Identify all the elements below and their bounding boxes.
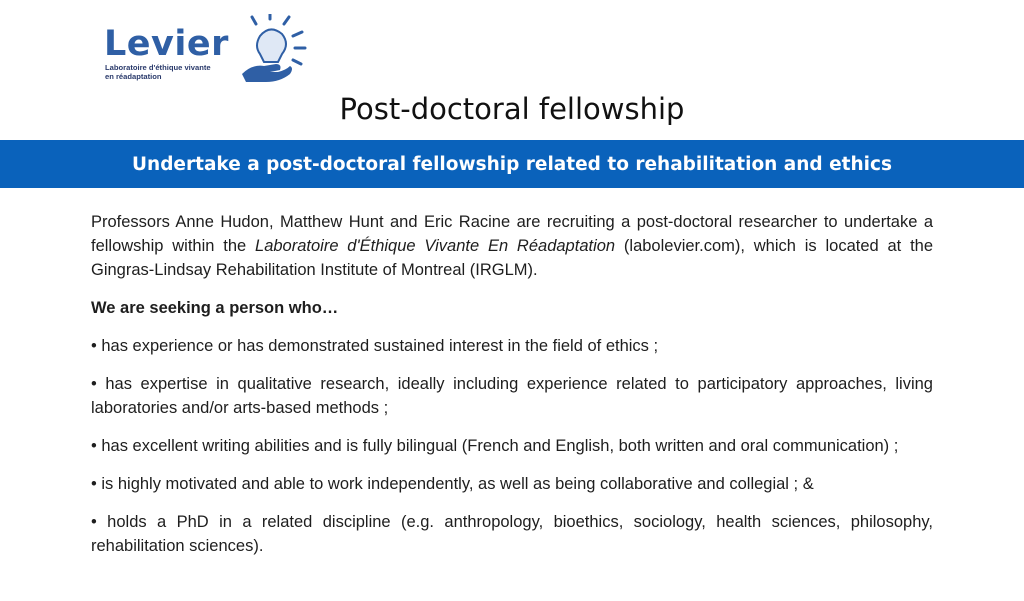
criteria-item-qualitative: • has expertise in qualitative research, ideally including experience related to participatory approaches, living laboratories and/or arts-based methods ; bbox=[91, 375, 933, 417]
criteria-item-motivated: • is highly motivated and able to work independently, as well as being collaborative and collegial ; & bbox=[91, 475, 814, 493]
banner-text: Undertake a post-doctoral fellowship related to rehabilitation and ethics bbox=[132, 153, 892, 175]
intro-text-before: Professors Anne Hudon, Matthew Hunt and Eric Racine are recruiting a post-doctoral researcher to undertake a fellowship within the bbox=[91, 213, 933, 255]
logo-subtitle-line2: en réadaptation bbox=[105, 72, 162, 81]
lightbulb-hand-icon bbox=[230, 14, 316, 86]
criteria-item-phd: • holds a PhD in a related discipline (e.g. anthropology, bioethics, sociology, health sciences, philosophy, rehabilitation sciences). bbox=[91, 513, 933, 555]
main-content bbox=[91, 210, 933, 572]
criteria-item-bilingual: • has excellent writing abilities and is fully bilingual (French and English, both written and oral communication) ; bbox=[91, 437, 899, 455]
logo-subtitle-line1: Laboratoire d'éthique vivante bbox=[105, 63, 211, 72]
criteria-item-experience: • has experience or has demonstrated sustained interest in the field of ethics ; bbox=[91, 337, 659, 355]
logo-subtitle bbox=[105, 63, 211, 81]
subtitle-banner bbox=[0, 140, 1024, 188]
page-title: Post-doctoral fellowship bbox=[339, 92, 685, 126]
logo-wordmark: Levier bbox=[104, 24, 229, 64]
levier-logo bbox=[104, 14, 316, 94]
intro-text-after: (labolevier.com), which is located at the Gingras-Lindsay Rehabilitation Institute of Montreal (IRGLM). bbox=[91, 237, 934, 279]
intro-paragraph bbox=[91, 210, 933, 282]
lab-name: Laboratoire d'Éthique Vivante En Réadaptation bbox=[255, 237, 616, 255]
seeking-heading: We are seeking a person who… bbox=[91, 299, 339, 317]
